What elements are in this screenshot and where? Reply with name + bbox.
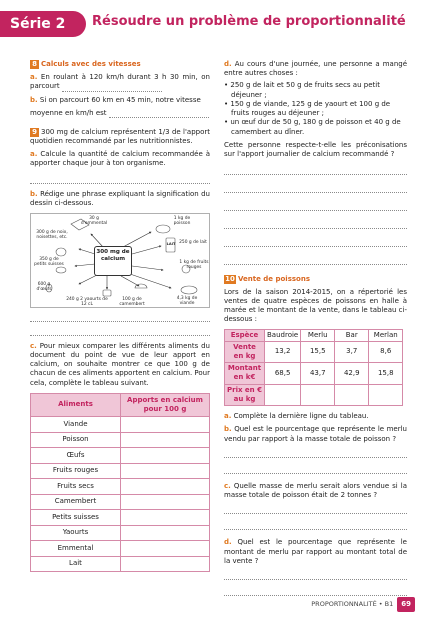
calcium-answer-cell[interactable] xyxy=(121,448,210,464)
serie-label: Série 2 xyxy=(10,16,66,32)
table-row xyxy=(31,479,210,495)
table-row xyxy=(31,541,210,557)
food-label: 600 g d'œufs xyxy=(36,281,52,292)
row-header: Montant en k€ xyxy=(225,363,265,384)
question-label: d. xyxy=(224,538,232,547)
table-row xyxy=(31,448,210,464)
question-label: b. xyxy=(30,95,38,104)
food-label: 1 kg de fruits rouges xyxy=(179,259,209,270)
row-header: Prix en € au kg xyxy=(225,384,265,405)
calcium-answer-cell[interactable] xyxy=(121,479,210,495)
food-name-cell: Camembert xyxy=(31,494,121,510)
question-text: Quel est le pourcentage que représente le montant de merlu par rapport au montant total de la vente ? xyxy=(224,538,407,565)
calcium-answer-cell[interactable] xyxy=(121,432,210,448)
answer-line[interactable] xyxy=(30,326,210,336)
table-row xyxy=(31,494,210,510)
exercise-title: Vente de poissons xyxy=(238,275,311,284)
species-header: Baudroie xyxy=(265,329,301,341)
food-name-cell: Lait xyxy=(31,556,121,572)
food-label: 1 kg de poisson xyxy=(173,215,191,226)
answer-line[interactable] xyxy=(30,174,210,184)
calcium-answer-cell[interactable] xyxy=(121,556,210,572)
meal-list xyxy=(224,81,407,136)
value-cell: 42,9 xyxy=(335,363,369,384)
page-header xyxy=(0,0,435,44)
list-item: • un œuf dur de 50 g, 180 g de poisson et 40 g de camembert au dîner. xyxy=(224,118,401,136)
fish-sales-table xyxy=(224,329,403,407)
list-item-text: un œuf dur de 50 g, 180 g de poisson et 40 g de camembert au dîner. xyxy=(230,118,401,136)
question-text: Calcule la quantité de calcium recommandée à apporter chaque jour à ton organisme. xyxy=(30,149,210,167)
calcium-diagram xyxy=(30,213,210,308)
calcium-table-body xyxy=(31,417,210,572)
table-row xyxy=(225,341,403,362)
right-column xyxy=(224,60,407,596)
question-label: b. xyxy=(224,425,232,434)
exercise-intro: Lors de la saison 2014-2015, on a répertorié les ventes de quatre espèces de poissons en halle à marée et le montant de la vente, dans le tableau ci-dessous : xyxy=(224,287,407,324)
table-header: Aliments xyxy=(31,393,121,416)
food-label: 30 g d'emmental xyxy=(80,215,108,226)
list-item: • 150 g de viande, 125 g de yaourt et 100 g de fruits rouges au déjeuner ; xyxy=(224,99,391,118)
table-header: Espèce xyxy=(225,329,265,341)
table-row xyxy=(225,384,403,405)
serie-tab xyxy=(0,11,86,37)
answer-line[interactable] xyxy=(224,448,407,458)
answer-line[interactable] xyxy=(224,219,407,229)
list-item: • 250 g de lait et 50 g de fruits secs au petit déjeuner ; xyxy=(224,81,380,99)
answer-line[interactable] xyxy=(62,84,162,92)
value-cell[interactable] xyxy=(301,384,335,405)
food-label: 250 g de lait xyxy=(179,239,207,245)
value-cell[interactable] xyxy=(335,384,369,405)
answer-line[interactable] xyxy=(109,110,209,118)
answer-line[interactable] xyxy=(30,312,210,322)
value-cell: 15,5 xyxy=(301,341,335,362)
question-text: Rédige une phrase expliquant la signification du dessin ci-dessous. xyxy=(30,190,210,208)
question-text: Pour mieux comparer les différents aliments du document du point de vue de leur apport en calcium, on souhaite montrer ce que 100 g de chacun de ces aliments apportent en calcium. Pour cela, complète le tableau suivant. xyxy=(30,341,210,387)
exercise-number: 9 xyxy=(30,128,39,137)
table-row xyxy=(31,417,210,433)
page-title: Résoudre un problème de proportionnalité xyxy=(92,14,406,29)
row-header: Vente en kg xyxy=(225,341,265,362)
exercise-10 xyxy=(224,275,407,596)
exercise-9-part-d xyxy=(224,60,407,265)
question-label: d. xyxy=(224,60,232,68)
exercise-intro: 300 mg de calcium représentent 1/3 de l'apport quotidien recommandé par les nutritionnistes. xyxy=(30,128,210,146)
food-name-cell: Emmental xyxy=(31,541,121,557)
answer-line[interactable] xyxy=(224,586,407,596)
species-header: Bar xyxy=(335,329,369,341)
value-cell: 15,8 xyxy=(369,363,403,384)
table-row xyxy=(31,510,210,526)
page-number: 69 xyxy=(397,597,415,612)
exercise-number: 8 xyxy=(30,60,39,69)
calcium-answer-cell[interactable] xyxy=(121,417,210,433)
calcium-answer-cell[interactable] xyxy=(121,541,210,557)
calcium-answer-cell[interactable] xyxy=(121,510,210,526)
exercise-9 xyxy=(30,128,210,572)
question-label: c. xyxy=(30,341,37,350)
exercise-8 xyxy=(30,60,210,118)
calcium-answer-cell[interactable] xyxy=(121,525,210,541)
page-footer xyxy=(311,597,415,612)
table-row xyxy=(31,556,210,572)
value-cell: 3,7 xyxy=(335,341,369,362)
food-label: 350 g de petits suisses xyxy=(34,256,64,267)
calcium-answer-cell[interactable] xyxy=(121,463,210,479)
question-label: a. xyxy=(30,73,38,82)
answer-line[interactable] xyxy=(224,520,407,530)
food-label: 240 g 2 yaourts de 12 cL xyxy=(66,296,108,307)
question-label: a. xyxy=(224,412,232,421)
food-name-cell: Petits suisses xyxy=(31,510,121,526)
food-label: 100 g de camembert xyxy=(119,296,145,307)
answer-line[interactable] xyxy=(224,504,407,514)
species-header: Merlan xyxy=(369,329,403,341)
exercise-title: Calculs avec des vitesses xyxy=(41,60,141,68)
question-text: Au cours d'une journée, une personne a mangé entre autres choses : xyxy=(224,60,408,78)
food-label: 300 g de noix, noisettes, etc. xyxy=(36,229,68,240)
answer-line[interactable] xyxy=(224,570,407,580)
answer-line[interactable] xyxy=(224,201,407,211)
food-name-cell: Viande xyxy=(31,417,121,433)
food-label: 4,3 kg de viande xyxy=(176,295,198,306)
table-row xyxy=(31,525,210,541)
fish-table-body xyxy=(225,341,403,405)
question-label: a. xyxy=(30,149,38,158)
chapter-label: PROPORTIONNALITÉ • B1 xyxy=(311,600,394,609)
question-text: Si on parcourt 60 km en 45 min, notre vitesse xyxy=(39,95,201,104)
question-text: moyenne en km/h est xyxy=(30,108,107,117)
value-cell: 68,5 xyxy=(265,363,301,384)
answer-line[interactable] xyxy=(224,464,407,474)
value-cell: 13,2 xyxy=(265,341,301,362)
question-text: Complète la dernière ligne du tableau. xyxy=(233,412,369,421)
species-header: Merlu xyxy=(301,329,335,341)
question-label: b. xyxy=(30,190,38,199)
answer-line[interactable] xyxy=(224,255,407,265)
question-text: Quelle masse de merlu serait alors vendue si la masse totale de poisson était de 2 tonnes ? xyxy=(224,481,407,500)
question-text: Quel est le pourcentage que représente le merlu vendu par rapport à la masse totale de poisson ? xyxy=(224,425,407,443)
answer-line[interactable] xyxy=(224,237,407,247)
left-column xyxy=(30,60,210,572)
food-name-cell: Fruits secs xyxy=(31,479,121,495)
table-header: Apports en calcium pour 100 g xyxy=(121,393,210,416)
exercise-number: 10 xyxy=(225,275,235,284)
value-cell[interactable] xyxy=(369,384,403,405)
list-item-text: 150 g de viande, 125 g de yaourt et 100 g de fruits rouges au déjeuner ; xyxy=(230,99,391,118)
calcium-table xyxy=(30,393,210,572)
question-text: Cette personne respecte-t-elle les préconisations sur l'apport journalier de calcium recommandé ? xyxy=(224,140,407,159)
food-name-cell: Fruits rouges xyxy=(31,463,121,479)
table-row xyxy=(31,432,210,448)
value-cell: 8,6 xyxy=(369,341,403,362)
question-label: c. xyxy=(224,481,231,490)
answer-line[interactable] xyxy=(224,183,407,193)
value-cell[interactable] xyxy=(265,384,301,405)
answer-line[interactable] xyxy=(224,165,407,175)
food-name-cell: Poisson xyxy=(31,432,121,448)
food-name-cell: Yaourts xyxy=(31,525,121,541)
table-row xyxy=(31,463,210,479)
question-text: En roulant à 120 km/h durant 3 h 30 min, on parcourt xyxy=(30,73,210,91)
list-item-text: 250 g de lait et 50 g de fruits secs au petit déjeuner ; xyxy=(230,81,380,99)
table-row xyxy=(225,363,403,384)
diagram-center: 300 mg de calcium xyxy=(94,246,132,276)
milk-carton-label: LAIT xyxy=(166,241,176,246)
value-cell: 43,7 xyxy=(301,363,335,384)
calcium-answer-cell[interactable] xyxy=(121,494,210,510)
food-name-cell: Œufs xyxy=(31,448,121,464)
